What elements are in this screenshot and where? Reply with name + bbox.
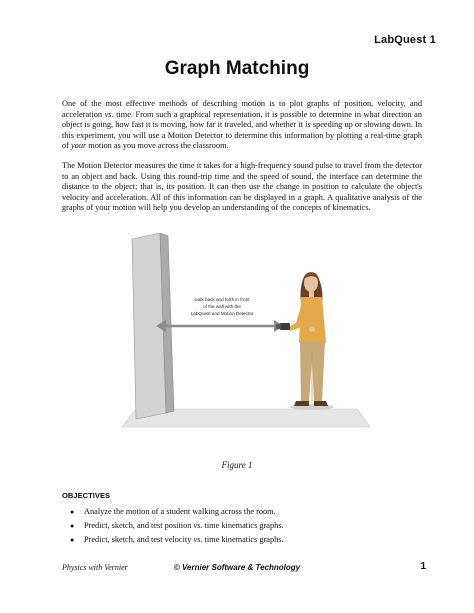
figure-illustration <box>116 233 372 429</box>
list-item <box>70 533 284 547</box>
vs-italic: vs. <box>193 521 203 530</box>
intro-paragraph-1 <box>62 99 422 152</box>
intro-paragraph-2: The Motion Detector measures the time it takes for a high-frequency sound pulse to travel from the detector to an object and back. Using this round-trip time and the speed of sound, the interface can determine the distance to the object; that is, its position. It can then use the change in position to calculate the object's velocity and acceleration. All of this information can be displayed in a graph. A qualitative analysis of the graphs of your motion will help you develop an understanding of the concepts of kinematics. <box>62 161 422 213</box>
annotation-line-3: LabQuest and Motion Detector <box>190 311 254 316</box>
student-figure <box>276 272 334 410</box>
page-number: 1 <box>420 561 426 572</box>
intro-text: One of the most effective methods of describing motion is to plot graphs of position, velocity, and acceleration <box>62 99 422 119</box>
objective-text: time kinematics graphs. <box>202 521 284 530</box>
bullet-icon: ● <box>70 536 75 544</box>
student-walking-illustration <box>116 233 372 429</box>
objective-text: Predict, sketch, and test position <box>84 521 194 530</box>
vs-italic: vs. <box>193 535 203 544</box>
intro-text: motion as you move across the classroom. <box>86 141 229 151</box>
objective-text: time kinematics graphs. <box>202 535 284 544</box>
page-title: Graph Matching <box>164 58 310 79</box>
footer-copyright: © Vernier Software & Technology <box>173 563 301 572</box>
objective-text: Predict, sketch, and test velocity <box>84 535 194 544</box>
intro-text: time. From such a graphical representation, it is possible to determine in what direction an object is going, how fast it is moving, how far it traveled, and whether it <box>62 109 422 130</box>
list-item <box>70 519 284 533</box>
bullet-icon: ● <box>70 522 75 530</box>
vs-italic: vs. <box>104 109 114 119</box>
your-italic: your <box>71 141 87 151</box>
objectives-heading: OBJECTIVES <box>62 491 111 500</box>
list-item <box>70 505 284 519</box>
bullet-icon: ● <box>70 508 75 516</box>
annotation-line-2: of the wall with the <box>203 304 241 309</box>
is-italic: is <box>305 120 311 130</box>
header-label: LabQuest 1 <box>374 34 436 46</box>
objective-text: Analyze the motion of a student walking across the room. <box>84 507 276 516</box>
objectives-list <box>70 505 284 547</box>
annotation-line-1: walk back and forth in front <box>194 297 250 302</box>
footer-book-title: Physics with Vernier <box>62 563 128 572</box>
intro-text: speeding up or slowing down. In this experiment, you will use a Motion Detector to determine this information by plotting a real-time graph of <box>62 120 422 151</box>
figure-caption: Figure 1 <box>221 460 253 470</box>
